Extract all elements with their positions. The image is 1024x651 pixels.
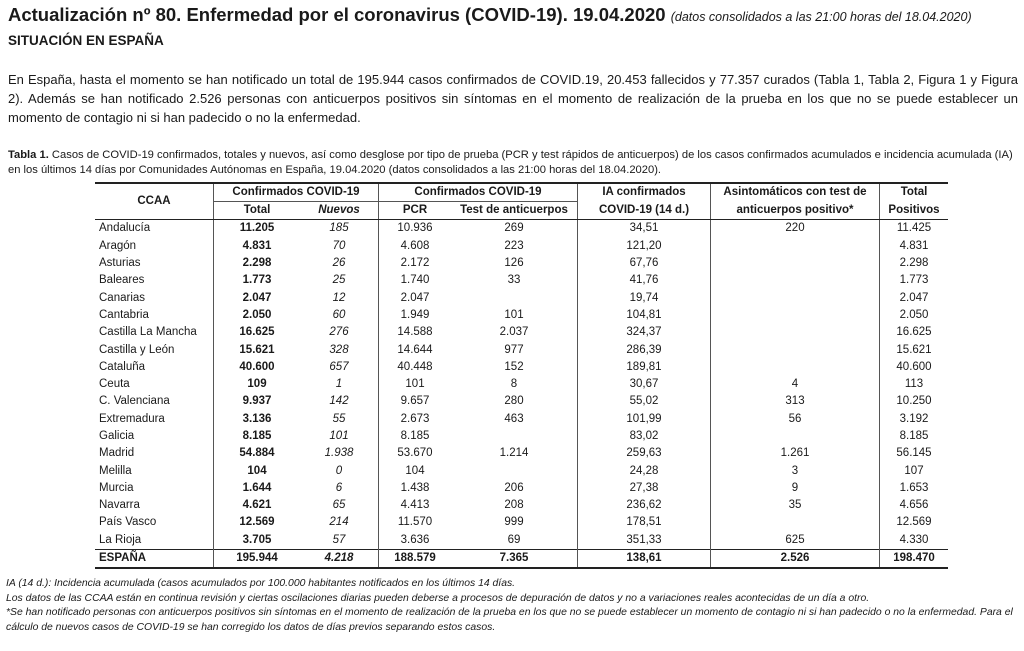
cell-asintomaticos [711,324,880,341]
table-row [95,289,948,306]
cell-nuevos: 1.938 [324,447,354,460]
cell-asintomaticos: 313 [711,393,880,410]
table-row [95,341,948,358]
cell-total-positivos: 8.185 [880,428,949,445]
cell-total-positivos: 56.145 [880,445,949,462]
cell-total-positivos: 12.569 [880,514,949,531]
cell-ia: 351,33 [578,532,711,550]
cell-total-positivos: 113 [880,376,949,393]
cell-pcr: 14.644 [379,341,452,358]
cell-ia: 24,28 [578,462,711,479]
cell-pcr: 104 [379,462,452,479]
cell-ia: 138,61 [578,549,711,568]
header-row-1 [95,183,948,202]
table-row [95,220,948,238]
cell-pcr: 3.636 [379,532,452,550]
cell-ia: 27,38 [578,480,711,497]
cell-total-positivos: 2.298 [880,255,949,272]
cell-test: 152 [504,360,524,373]
cell-ccaa: Baleares [99,274,145,287]
cell-pcr: 40.448 [379,359,452,376]
cell-total: 9.937 [214,393,301,410]
cell-test: 2.037 [499,326,529,339]
cell-nuevos: 26 [332,257,346,270]
cell-ia: 83,02 [578,428,711,445]
cell-asintomaticos [711,255,880,272]
cell-ia: 236,62 [578,497,711,514]
table-body [95,220,948,568]
cell-ccaa: Murcia [99,481,134,494]
cell-nuevos: 60 [332,308,346,321]
cell-pcr: 4.608 [379,238,452,255]
cell-asintomaticos [711,514,880,531]
cell-ccaa: Asturias [99,257,141,270]
footnote-revision: Los datos de las CCAA están en continua revisión y ciertas oscilaciones diarias pueden deberse a procesos de depuración de datos y no a variaciones reales acontecidas de un día a otro. [6,592,870,604]
col-asin-line1: Asintomáticos con test de [711,183,880,202]
table-row [95,324,948,341]
cell-total: 104 [214,462,301,479]
cell-test: 269 [504,222,524,235]
cell-total: 3.136 [214,411,301,428]
cell-total-positivos: 15.621 [880,341,949,358]
cell-asintomaticos [711,359,880,376]
cell-asintomaticos: 625 [711,532,880,550]
col-tp-line1: Total [880,183,949,202]
cell-ccaa: Navarra [99,499,140,512]
cell-nuevos: 101 [329,430,349,442]
cell-total: 1.644 [214,480,301,497]
cell-nuevos: 0 [335,464,343,477]
cell-ccaa: Cataluña [99,360,146,373]
cell-total-positivos: 3.192 [880,411,949,428]
cell-total: 11.205 [214,220,301,238]
cell-test: 69 [507,533,521,546]
cell-nuevos: 657 [329,360,349,373]
col-group-confirmados-prueba: Confirmados COVID-19 [379,183,578,202]
cell-total: 12.569 [214,514,301,531]
cell-asintomaticos [711,428,880,445]
cell-test [451,428,578,445]
cell-total: 3.705 [214,532,301,550]
cell-total-positivos: 4.831 [880,238,949,255]
caption-text: Casos de COVID-19 confirmados, totales y nuevos, así como desglose por tipo de prueba (PCR y test rápidos de anticuerpos) de los casos confirmados acumulados e incidencia acumulada (IA) en los últimos 14 días por Comunidades Autónomas en España, 19.04.2020 (datos consolidados a las 21:00 horas del 18.04.2020). [8,149,1013,176]
cell-asintomaticos [711,238,880,255]
cell-asintomaticos: 3 [711,462,880,479]
col-ia-line1: IA confirmados [578,183,711,202]
cell-asintomaticos: 2.526 [711,549,880,568]
cell-asintomaticos: 35 [711,497,880,514]
cell-total-positivos: 4.330 [880,532,949,550]
cell-pcr: 188.579 [379,549,452,568]
cell-ia: 286,39 [578,341,711,358]
col-ccaa: CCAA [95,183,214,220]
cell-ia: 259,63 [578,445,711,462]
cell-ia: 67,76 [578,255,711,272]
cell-ccaa: Castilla y León [99,343,175,356]
cell-pcr: 53.670 [379,445,452,462]
cell-pcr: 1.438 [379,480,452,497]
col-group-confirmados: Confirmados COVID-19 [214,183,379,202]
table-row [95,376,948,393]
col-nuevos: Nuevos [300,202,379,220]
cell-test: 1.214 [499,447,529,460]
cell-total-positivos: 198.470 [880,549,949,568]
cell-ccaa: Canarias [99,291,146,304]
cell-nuevos: 276 [329,326,349,339]
cell-total: 40.600 [214,359,301,376]
cell-total-positivos: 1.773 [880,272,949,289]
cell-ia: 101,99 [578,411,711,428]
cell-ccaa: Castilla La Mancha [99,326,197,339]
caption-label: Tabla 1. [8,149,49,161]
cell-test: 223 [504,239,524,252]
cell-ia: 19,74 [578,289,711,306]
col-tp-line2: Positivos [880,202,949,220]
cell-total: 8.185 [214,428,301,445]
cell-total: 2.047 [214,289,301,306]
cell-ia: 178,51 [578,514,711,531]
cell-pcr: 8.185 [379,428,452,445]
cell-pcr: 10.936 [379,220,452,238]
cell-nuevos: 214 [329,516,349,529]
cell-nuevos: 57 [332,533,346,546]
cell-asintomaticos [711,272,880,289]
table-row [95,238,948,255]
table-row [95,359,948,376]
col-ia-line2: COVID-19 (14 d.) [578,202,711,220]
cell-ccaa: Cantabria [99,308,149,321]
cell-test: 101 [504,308,524,321]
cell-total-positivos: 1.653 [880,480,949,497]
cell-total-positivos: 2.047 [880,289,949,306]
cell-test: 206 [504,481,524,494]
cell-nuevos: 25 [332,274,346,287]
section-heading: SITUACIÓN EN ESPAÑA [8,33,164,48]
cell-ia: 324,37 [578,324,711,341]
cell-total-positivos: 16.625 [880,324,949,341]
cell-total-positivos: 10.250 [880,393,949,410]
cell-asintomaticos: 220 [711,220,880,238]
cell-ccaa: Madrid [99,447,135,460]
table-row [95,272,948,289]
cell-ia: 34,51 [578,220,711,238]
cell-asintomaticos: 4 [711,376,880,393]
header-row-2 [95,202,948,220]
table-row [95,411,948,428]
cell-total: 54.884 [214,445,301,462]
cell-total: 15.621 [214,341,301,358]
cell-test: 999 [504,516,524,529]
cell-total: 2.298 [214,255,301,272]
cell-nuevos: 1 [335,378,343,391]
cell-ia: 30,67 [578,376,711,393]
cell-test [451,462,578,479]
cell-test [451,289,578,306]
cell-ccaa: Extremadura [99,412,165,425]
cell-nuevos: 55 [332,412,346,425]
report-title [8,4,972,26]
footnote-asintomaticos: *Se han notificado personas con anticuerpos positivos sin síntomas en el momento de realización de la prueba en los que no se puede establecer un momento de contagio ni si han padecido o no la enfermedad. Para el cálculo de nuevos casos de COVID-19 se han corregido los datos de días previos separando estos casos. [6,607,1013,633]
cell-ia: 189,81 [578,359,711,376]
cell-ia: 41,76 [578,272,711,289]
cell-ia: 121,20 [578,238,711,255]
footnote-ia: IA (14 d.): Incidencia acumulada (casos acumulados por 100.000 habitantes notificados en los últimos 14 días. [6,578,516,589]
cell-total-positivos: 107 [880,462,949,479]
cell-asintomaticos: 1.261 [711,445,880,462]
cell-nuevos: 4.218 [300,549,379,568]
cell-total-positivos: 4.656 [880,497,949,514]
cases-table [95,182,948,569]
cell-pcr: 2.047 [379,289,452,306]
table-row [95,445,948,462]
cell-test: 7.365 [451,549,578,568]
table-row [95,428,948,445]
col-total: Total [214,202,301,220]
table-row-total [95,549,948,568]
cell-total: 4.621 [214,497,301,514]
cell-test: 8 [510,378,518,391]
table-row [95,393,948,410]
cell-test: 463 [504,412,524,425]
cell-pcr: 2.673 [379,411,452,428]
cell-asintomaticos [711,307,880,324]
cell-total-positivos: 40.600 [880,359,949,376]
table-row [95,480,948,497]
cell-nuevos: 12 [332,291,346,304]
table-caption [8,148,1020,178]
cell-pcr: 2.172 [379,255,452,272]
cell-pcr: 14.588 [379,324,452,341]
cell-test: 280 [504,395,524,408]
cell-pcr: 11.570 [379,514,452,531]
cell-ccaa: Galicia [99,430,135,442]
footnotes [6,577,1020,635]
intro-paragraph: En España, hasta el momento se han notificado un total de 195.944 casos confirmados de COVID.19, 20.453 fallecidos y 77.357 curados (Tabla 1, Tabla 2, Figura 1 y Figura 2). Además se han notificado 2.526 personas con anticuerpos positivos sin síntomas en el momento de realización de la prueba en los que no se puede establecer un momento de contagio ni si han padecido o no la enfermedad. [8,72,1018,125]
cell-nuevos: 70 [332,239,346,252]
title-main: Actualización nº 80. Enfermedad por el coronavirus (COVID-19). 19.04.2020 [8,4,666,25]
cell-total: 16.625 [214,324,301,341]
title-subtitle: (datos consolidados a las 21:00 horas del 18.04.2020) [670,10,972,24]
cell-test: 126 [504,257,524,270]
cell-total: 109 [214,376,301,393]
cell-ccaa: Ceuta [99,378,130,391]
cell-total: 1.773 [214,272,301,289]
cell-test: 208 [504,499,524,512]
cell-test: 33 [507,274,521,287]
cell-nuevos: 185 [329,222,349,235]
cell-total: 4.831 [214,238,301,255]
table-row [95,497,948,514]
cell-ccaa: Andalucía [99,222,151,235]
cell-ccaa: La Rioja [99,533,142,546]
cell-pcr: 101 [379,376,452,393]
cell-total-positivos: 11.425 [880,220,949,238]
cell-pcr: 1.949 [379,307,452,324]
cell-total: 2.050 [214,307,301,324]
cell-asintomaticos: 56 [711,411,880,428]
cell-total-positivos: 2.050 [880,307,949,324]
cell-asintomaticos [711,341,880,358]
cell-ccaa: País Vasco [99,516,157,529]
cell-ccaa: ESPAÑA [95,549,214,568]
table-row [95,462,948,479]
cell-ia: 55,02 [578,393,711,410]
cell-ia: 104,81 [578,307,711,324]
col-asin-line2: anticuerpos positivo* [711,202,880,220]
cell-nuevos: 142 [329,395,349,408]
cell-nuevos: 328 [329,343,349,356]
cell-asintomaticos: 9 [711,480,880,497]
cell-total: 195.944 [214,549,301,568]
col-pcr: PCR [379,202,452,220]
cell-asintomaticos [711,289,880,306]
cell-pcr: 1.740 [379,272,452,289]
cell-nuevos: 6 [335,481,343,494]
table-row [95,514,948,531]
col-test: Test de anticuerpos [451,202,578,220]
cell-pcr: 4.413 [379,497,452,514]
cell-ccaa: Aragón [99,239,137,252]
table-row [95,532,948,550]
cell-pcr: 9.657 [379,393,452,410]
table-row [95,307,948,324]
table-row [95,255,948,272]
cell-ccaa: C. Valenciana [99,395,170,408]
cell-nuevos: 65 [332,499,346,512]
cell-ccaa: Melilla [99,464,132,477]
cell-test: 977 [504,343,524,356]
